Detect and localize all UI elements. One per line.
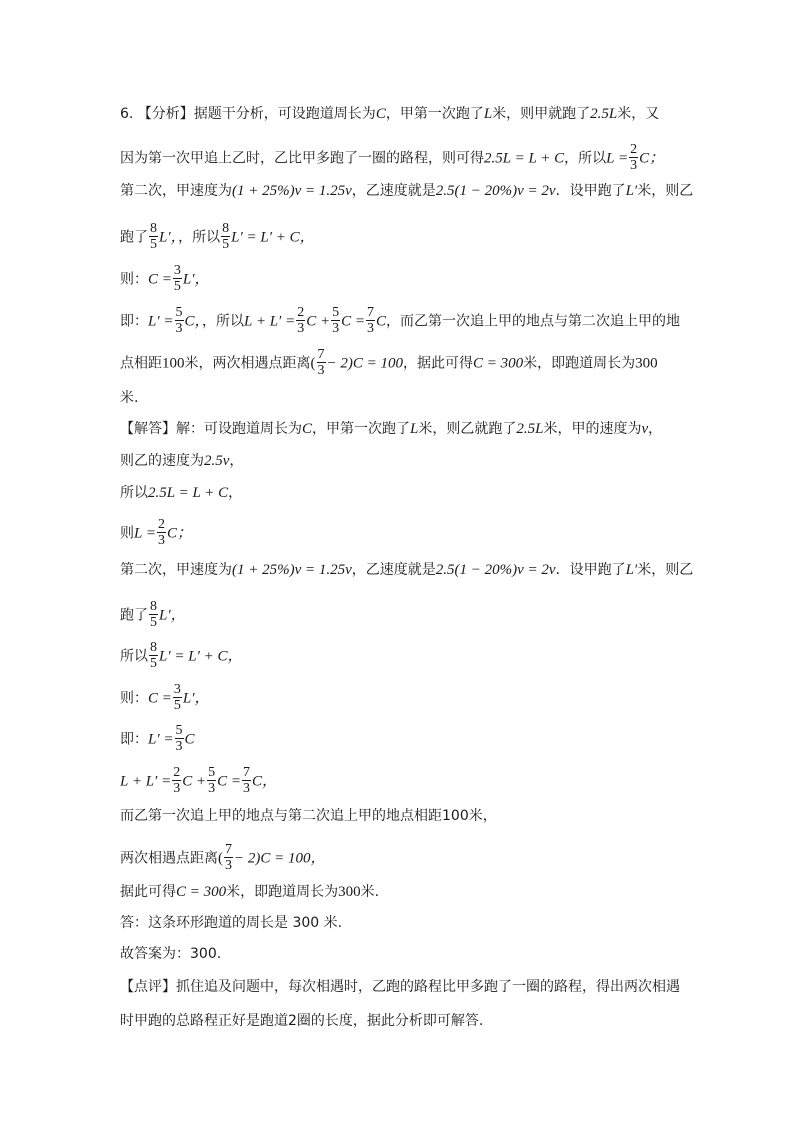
answer-line-13: 据此可得C = 300米，即跑道周长为300米.	[120, 884, 380, 900]
answer-line-10: L + L′ = $\frac{2}{3}$ C + $\frac{5}{3}$ C = $\frac{7}{3}$ C，	[120, 765, 277, 796]
analysis-line-8: 米.	[120, 390, 139, 406]
answer-label: 【解答】解：可设跑道周长为	[120, 421, 302, 437]
answer-line-8: 则：C = $\frac{3}{5}$ L′，	[120, 682, 210, 713]
comment-line-2: 时甲跑的总路程正好是跑道2圈的长度，据此分析即可解答.	[120, 1013, 484, 1029]
fraction-5-3: $\frac{5}{3}$	[208, 765, 216, 796]
answer-line-3: 所以2.5L = L + C，	[120, 485, 243, 501]
analysis-line-1: 6. 【分析】据题干分析，可设跑道周长为C，甲第一次跑了L米，则甲就跑了2.5L米，又	[120, 106, 660, 122]
answer-statement: 答：这条环形跑道的周长是 300 米.	[120, 915, 343, 931]
analysis-line-6: 即：L′ = $\frac{5}{3}$ C，，所以L + L′ = $\frac{2}{3}$ C + $\frac{5}{3}$ C = $\frac{7}{3}$ C，而乙第一次追上甲的地点与第二次追上甲的地	[120, 305, 681, 336]
answer-line-2: 则乙的速度为2.5v，	[120, 453, 244, 469]
analysis-line-7: 点相距100米，两次相遇点距离( $\frac{7}{3}$ − 2)C = 100，据此可得C = 300米，即跑道周长为300	[120, 347, 658, 378]
answer-line-6: 跑了 $\frac{8}{5}$ L′，	[120, 599, 186, 630]
comment-line-1: 【点评】抓住追及问题中，每次相遇时，乙跑的路程比甲多跑了一圈的路程，得出两次相遇	[120, 979, 680, 995]
analysis-line-3: 第二次，甲速度为(1 + 25%)v = 1.25v，乙速度就是2.5(1 − 20%)v = 2v．设甲跑了L′米，则乙	[120, 183, 694, 199]
final-answer: 故答案为：300.	[120, 946, 222, 962]
analysis-label: 6. 【分析】据题干分析，可设跑道周长为	[120, 106, 376, 122]
fraction-8-5: $\frac{8}{5}$	[150, 640, 157, 671]
fraction-3-5: $\frac{3}{5}$	[173, 682, 181, 713]
fraction-2-3: $\frac{2}{3}$	[630, 142, 638, 173]
answer-line-9: 即：L′ = $\frac{5}{3}$ C	[120, 723, 195, 754]
analysis-line-4: 跑了 $\frac{8}{5}$ L′，，所以 $\frac{8}{5}$ L′ = L′ + C，	[120, 221, 315, 252]
fraction-7-3: $\frac{7}{3}$	[225, 842, 232, 873]
fraction-5-3: $\frac{5}{3}$	[175, 305, 183, 336]
answer-line-4: 则L = $\frac{2}{3}$ C；	[120, 517, 192, 548]
fraction-7-3: $\frac{7}{3}$	[317, 347, 325, 378]
fraction-8-5: $\frac{8}{5}$	[150, 599, 157, 630]
fraction-8-5: $\frac{8}{5}$	[150, 221, 157, 252]
answer-line-5: 第二次，甲速度为(1 + 25%)v = 1.25v，乙速度就是2.5(1 − 20%)v = 2v．设甲跑了L′米，则乙	[120, 562, 694, 578]
analysis-line-2: 因为第一次甲追上乙时，乙比甲多跑了一圈的路程，则可得2.5L = L + C，所以L = $\frac{2}{3}$ C；	[120, 142, 665, 173]
answer-line-7: 所以 $\frac{8}{5}$ L′ = L′ + C，	[120, 640, 243, 671]
fraction-8-5: $\frac{8}{5}$	[222, 221, 230, 252]
fraction-7-3: $\frac{7}{3}$	[242, 765, 250, 796]
answer-line-11: 而乙第一次追上甲的地点与第二次追上甲的地点相距100米，	[120, 808, 497, 824]
fraction-2-3: $\frac{2}{3}$	[157, 517, 165, 548]
answer-line-1: 【解答】解：可设跑道周长为C，甲第一次跑了L米，则乙就跑了2.5L米，甲的速度为v，	[120, 421, 663, 437]
fraction-2-3: $\frac{2}{3}$	[297, 305, 305, 336]
fraction-7-3: $\frac{7}{3}$	[367, 305, 374, 336]
fraction-3-5: $\frac{3}{5}$	[173, 263, 181, 294]
answer-line-12: 两次相遇点距离( $\frac{7}{3}$ − 2)C = 100，	[120, 842, 326, 873]
fraction-2-3: $\frac{2}{3}$	[173, 765, 181, 796]
fraction-5-3: $\frac{5}{3}$	[175, 723, 183, 754]
fraction-5-3: $\frac{5}{3}$	[332, 305, 340, 336]
analysis-line-5: 则：C = $\frac{3}{5}$ L′，	[120, 263, 210, 294]
